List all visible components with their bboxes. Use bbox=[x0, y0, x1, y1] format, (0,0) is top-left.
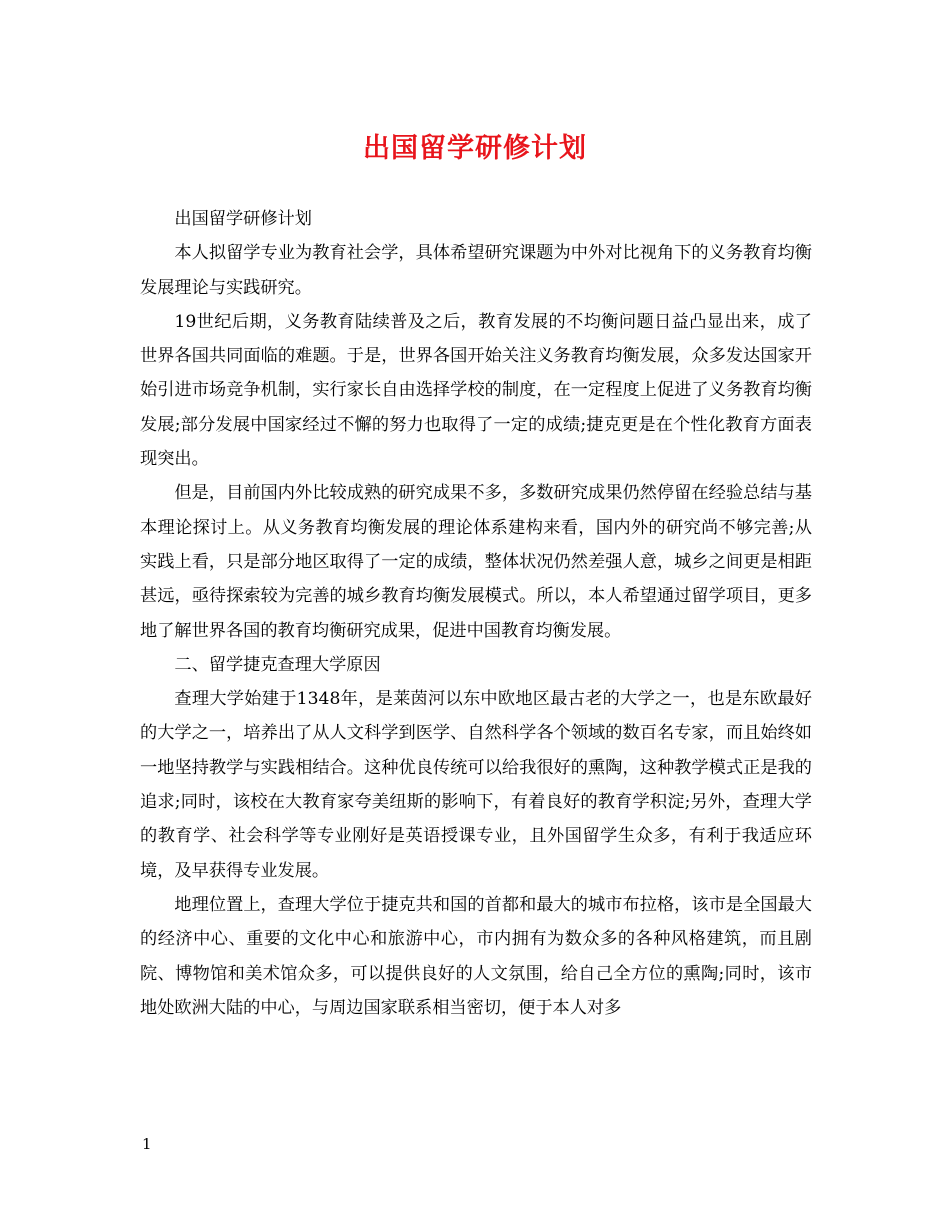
paragraph-background: 19世纪后期，义务教育陆续普及之后，教育发展的不均衡问题日益凸显出来，成了世界各国共同面临的难题。于是，世界各国开始关注义务教育均衡发展，众多发达国家开始引进市场竞争机制，实行家长自由选择学校的制度，在一定程度上促进了义务教育均衡发展;部分发展中国家经过不懈的努力也取得了一定的成绩;捷克更是在个性化教育方面表现突出。 bbox=[140, 311, 812, 470]
paragraph-location: 地理位置上，查理大学位于捷克共和国的首都和最大的城市布拉格，该市是全国最大的经济中心、重要的文化中心和旅游中心，市内拥有为数众多的各种风格建筑，而且剧院、博物馆和美术馆众多，可以提供良好的人文氛围，给自己全方位的熏陶;同时，该市地处欧洲大陆的中心，与周边国家联系相当密切，便于本人对多 bbox=[140, 894, 812, 1018]
document-body bbox=[140, 202, 812, 1025]
section-heading-reasons: 二、留学捷克查理大学原因 bbox=[174, 654, 381, 675]
paragraph-study-major: 本人拟留学专业为教育社会学，具体希望研究课题为中外对比视角下的义务教育均衡发展理论与实践研究。 bbox=[140, 243, 812, 298]
page-number: 1 bbox=[142, 1135, 152, 1153]
page-title: 出国留学研修计划 bbox=[363, 133, 587, 164]
paragraph-charles-university: 查理大学始建于1348年，是莱茵河以东中欧地区最古老的大学之一，也是东欧最好的大学之一，培养出了从人文科学到医学、自然科学各个领域的数百名专家，而且始终如一地坚持教学与实践相结合。这种优良传统可以给我很好的熏陶，这种教学模式正是我的追求;同时，该校在大教育家夸美纽斯的影响下，有着良好的教育学积淀;另外，查理大学的教育学、社会科学等专业刚好是英语授课专业，且外国留学生众多，有利于我适应环境，及早获得专业发展。 bbox=[140, 689, 812, 881]
paragraph-research-status: 但是，目前国内外比较成熟的研究成果不多，多数研究成果仍然停留在经验总结与基本理论探讨上。从义务教育均衡发展的理论体系建构来看，国内外的研究尚不够完善;从实践上看，只是部分地区取得了一定的成绩，整体状况仍然差强人意，城乡之间更是相距甚远，亟待探索较为完善的城乡教育均衡发展模式。所以，本人希望通过留学项目，更多地了解世界各国的教育均衡研究成果，促进中国教育均衡发展。 bbox=[140, 483, 812, 641]
heading-line: 出国留学研修计划 bbox=[174, 209, 312, 229]
